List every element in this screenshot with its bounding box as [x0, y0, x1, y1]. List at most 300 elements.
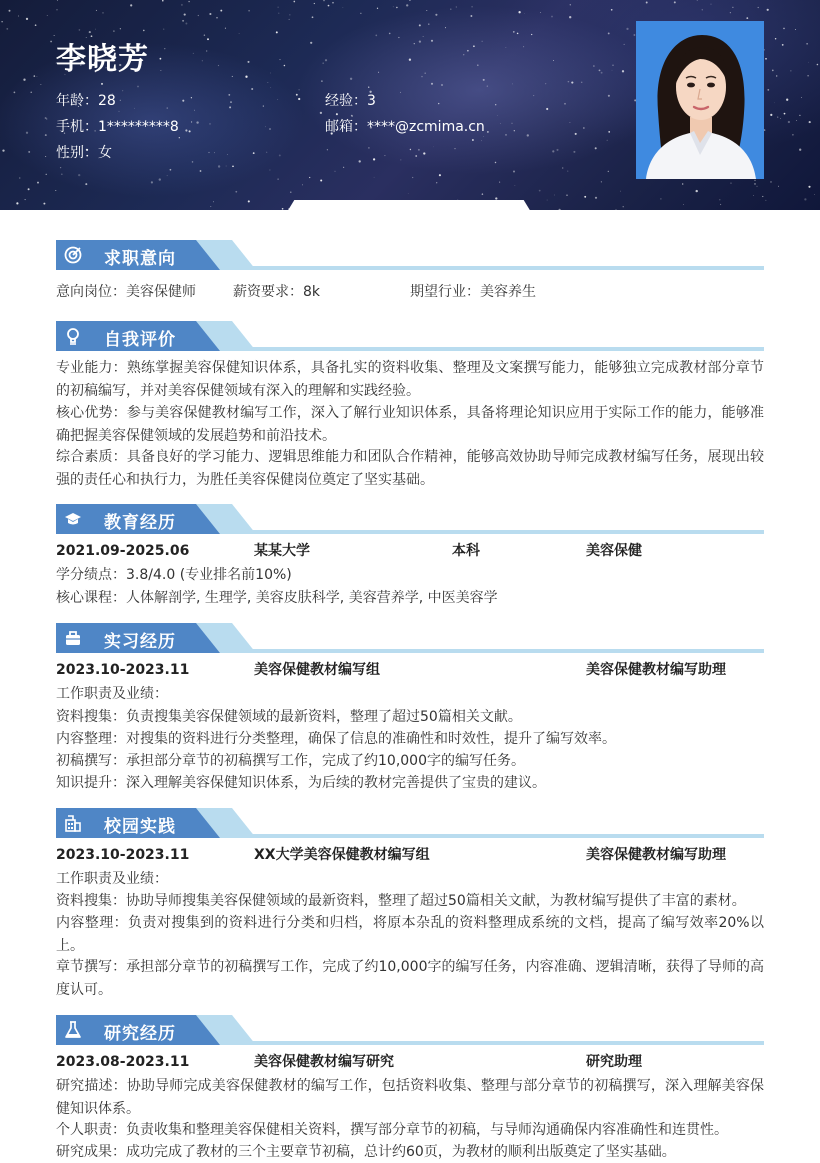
education-gpa: 学分绩点：3.8/4.0 (专业排名前10%)	[56, 567, 292, 583]
star	[2, 149, 4, 151]
star	[208, 152, 209, 153]
star	[567, 170, 568, 171]
campus-line: 内容整理：负责对搜集到的资料进行分类和归档，将原本杂乱的资料整理成系统的文档，提高了编写效率20%以上。	[56, 915, 764, 954]
star	[500, 123, 501, 124]
star	[428, 23, 429, 24]
star	[782, 44, 784, 46]
star	[817, 64, 819, 66]
star	[562, 168, 563, 169]
star	[296, 94, 298, 96]
star	[289, 14, 290, 15]
star	[620, 191, 621, 192]
star	[595, 147, 597, 149]
star	[483, 136, 484, 137]
star	[325, 59, 327, 61]
star	[495, 162, 496, 163]
star	[552, 150, 554, 152]
star	[495, 197, 497, 199]
star	[439, 174, 441, 176]
star	[559, 209, 561, 210]
section-title: 研究经历	[104, 1024, 176, 1044]
star	[623, 206, 624, 207]
star	[209, 13, 211, 15]
research-date: 2023.08-2023.11	[56, 1054, 190, 1070]
star	[423, 36, 424, 37]
star	[513, 171, 515, 173]
star	[218, 65, 219, 66]
star	[569, 16, 571, 18]
star	[431, 83, 433, 85]
star	[37, 182, 39, 184]
star	[198, 15, 199, 16]
star	[85, 183, 87, 185]
campus-entry	[56, 844, 764, 866]
section-header-campus	[56, 808, 764, 842]
star	[43, 203, 45, 205]
star	[194, 110, 195, 111]
star	[566, 195, 567, 196]
star	[96, 10, 97, 11]
star	[608, 171, 609, 172]
star	[323, 0, 325, 1]
star	[601, 181, 602, 182]
star	[321, 80, 323, 82]
star	[646, 2, 648, 4]
star	[167, 175, 168, 176]
section-header-objective	[56, 240, 764, 274]
star	[89, 31, 91, 33]
star	[513, 31, 515, 33]
star	[35, 24, 37, 26]
star	[185, 129, 187, 131]
star	[756, 186, 757, 187]
star	[102, 12, 103, 13]
star	[95, 29, 96, 30]
star	[56, 9, 57, 10]
star	[1, 21, 2, 22]
star	[608, 32, 610, 34]
star	[595, 197, 597, 199]
star	[456, 6, 457, 7]
star	[218, 165, 220, 167]
education-entry	[56, 540, 764, 562]
graduation-cap-icon	[64, 510, 82, 528]
star	[545, 83, 546, 84]
star	[584, 196, 586, 198]
star	[808, 186, 810, 188]
star	[45, 156, 46, 157]
internship-role: 美容保健教材编写助理	[586, 662, 726, 678]
building-icon	[64, 814, 82, 832]
star	[350, 78, 352, 80]
star	[191, 97, 192, 98]
star	[16, 202, 18, 204]
star	[151, 181, 153, 183]
star	[374, 177, 375, 178]
self-eval-professional: 专业能力：熟练掌握美容保健知识体系，具备扎实的资料收集、整理及文案撰写能力，能够独立完成教材部分章节的初稿编写，并对美容保健领域有深入的理解和实践经验。	[56, 360, 764, 399]
star	[409, 59, 411, 61]
star	[487, 86, 488, 87]
star	[467, 50, 469, 52]
star	[134, 108, 135, 109]
star	[393, 6, 394, 7]
star	[767, 9, 769, 11]
internship-entry	[56, 659, 764, 681]
star	[808, 62, 809, 63]
star	[601, 72, 603, 74]
education-courses: 核心课程：人体解剖学, 生理学, 美容皮肤科学, 美容营养学, 中医美容学	[56, 590, 498, 606]
section-header-self-eval	[56, 321, 764, 355]
star	[143, 30, 145, 32]
gender-field: 性别：女	[56, 145, 112, 161]
target-icon	[64, 246, 82, 264]
star	[248, 10, 250, 12]
star	[31, 92, 32, 93]
phone-field: 手机：1*********8	[56, 119, 179, 135]
star	[424, 72, 425, 73]
star	[269, 128, 271, 130]
star	[624, 44, 625, 45]
star	[593, 65, 595, 67]
star	[573, 151, 575, 153]
star	[368, 147, 370, 149]
star	[162, 0, 164, 1]
star	[122, 90, 123, 91]
star	[564, 103, 566, 105]
salary-requirement: 薪资要求：8k	[233, 284, 321, 300]
major: 美容保健	[586, 543, 642, 559]
star	[209, 123, 211, 125]
star	[207, 38, 209, 40]
age-field: 年龄：28	[56, 93, 116, 109]
star	[409, 0, 411, 1]
star	[57, 0, 58, 1]
star	[482, 41, 483, 42]
star	[268, 82, 269, 83]
self-eval-quality: 综合素质：具备良好的学习能力、逻辑思维能力和团队合作精神，能够高效协助导师完成教材编写任务，展现出较强的责任心和执行力，为胜任美容保健岗位奠定了坚实基础。	[56, 449, 764, 488]
star	[809, 121, 811, 123]
star	[278, 13, 279, 14]
star	[41, 84, 42, 85]
star	[445, 27, 446, 28]
star	[719, 199, 720, 200]
star	[248, 200, 250, 202]
star	[265, 126, 266, 127]
star	[612, 70, 613, 71]
star	[795, 29, 796, 30]
star	[266, 152, 267, 153]
star	[436, 182, 437, 183]
star	[419, 40, 421, 42]
star	[515, 185, 516, 186]
star	[282, 208, 284, 210]
star	[790, 70, 791, 71]
star	[497, 115, 498, 116]
star	[450, 9, 451, 10]
star	[159, 178, 161, 180]
star	[765, 58, 767, 60]
internship-line: 知识提升：深入理解美容保健知识体系，为后续的教材完善提供了宝贵的建议。	[56, 775, 546, 791]
star	[575, 133, 577, 135]
star	[278, 7, 279, 8]
section-header-research	[56, 1015, 764, 1049]
star	[245, 76, 247, 78]
star	[310, 42, 312, 44]
star	[228, 94, 230, 96]
star	[377, 8, 378, 9]
star	[410, 149, 411, 150]
star	[415, 155, 417, 157]
star	[220, 10, 222, 12]
star	[389, 33, 391, 35]
star	[378, 72, 379, 73]
star	[608, 131, 610, 133]
star	[232, 76, 233, 77]
research-project: 美容保健教材编写研究	[254, 1054, 394, 1070]
target-position: 意向岗位：美容保健师	[56, 284, 196, 300]
star	[783, 28, 785, 30]
star	[336, 113, 338, 115]
star	[435, 14, 437, 16]
star	[34, 75, 36, 77]
star	[230, 101, 231, 102]
star	[239, 33, 240, 34]
star	[774, 102, 775, 103]
star	[270, 73, 271, 74]
star	[426, 10, 427, 11]
star	[612, 65, 613, 66]
star	[290, 192, 291, 193]
campus-line: 资料搜集：协助导师搜集美容保健领域的最新资料，整理了超过50篇相关文献，为教材编写提供了丰富的素材。	[56, 893, 746, 909]
star	[796, 120, 797, 121]
star	[269, 169, 270, 170]
star	[226, 166, 227, 167]
briefcase-icon	[64, 629, 82, 647]
star	[322, 62, 324, 64]
star	[36, 76, 37, 77]
star	[182, 100, 184, 102]
star	[556, 149, 558, 151]
star	[454, 148, 455, 149]
self-eval-advantage: 核心优势：参与美容保健教材编写工作，深入了解行业知识体系，具备将理论知识应用于实际工作的能力，能够准确把握美容保健领域的发展趋势和前沿技术。	[56, 405, 764, 444]
star	[78, 174, 80, 176]
star	[766, 200, 767, 201]
star	[46, 119, 47, 120]
star	[213, 201, 214, 202]
star	[375, 35, 377, 37]
star	[533, 95, 534, 96]
star	[554, 195, 555, 196]
star	[277, 99, 278, 100]
star	[777, 117, 778, 118]
star	[120, 28, 121, 29]
star	[470, 15, 472, 17]
profile-photo	[636, 21, 764, 179]
star	[517, 33, 519, 35]
star	[50, 41, 52, 43]
star	[531, 34, 532, 35]
star	[79, 29, 81, 31]
star	[119, 111, 120, 112]
star	[398, 37, 399, 38]
internship-line: 资料搜集：负责搜集美容保健领域的最新资料，整理了超过50篇相关文献。	[56, 709, 522, 725]
star	[343, 167, 344, 168]
star	[214, 152, 215, 153]
star	[9, 10, 11, 12]
star	[615, 209, 616, 210]
star	[320, 112, 322, 114]
education-date: 2021.09-2025.06	[56, 543, 190, 559]
star	[192, 161, 194, 163]
star	[660, 198, 661, 199]
star	[433, 146, 434, 147]
star	[523, 46, 524, 47]
star	[384, 155, 385, 156]
star	[101, 83, 103, 85]
star	[170, 169, 172, 171]
star	[284, 65, 286, 67]
star	[60, 167, 61, 168]
star	[767, 89, 769, 91]
star	[814, 194, 815, 195]
school-name: 某某大学	[254, 543, 310, 559]
campus-line: 章节撰写：承担部分章节的初稿撰写工作，完成了约10,000字的编写任务，内容准确、逻辑清晰，获得了导师的高度认可。	[56, 959, 764, 998]
star	[55, 190, 56, 191]
star	[332, 2, 334, 4]
star	[184, 14, 186, 16]
internship-line: 内容整理：对搜集的资料进行分类整理，确保了信息的准确性和时效性，提升了编写效率。	[56, 731, 616, 747]
star	[732, 7, 733, 8]
star	[251, 88, 253, 90]
research-line: 研究描述：协助导师完成美容保健教材的编写工作，包括资料收集、整理与部分章节的初稿撰写，深入理解美容保健知识体系。	[56, 1078, 764, 1117]
header-notch	[287, 200, 531, 210]
star	[569, 122, 570, 123]
star	[188, 1, 189, 2]
star	[471, 6, 473, 8]
star	[400, 159, 401, 160]
star	[235, 191, 237, 193]
section-title: 教育经历	[104, 513, 176, 533]
star	[373, 158, 375, 160]
objective-row	[56, 281, 764, 303]
star	[45, 134, 47, 136]
star	[312, 16, 314, 18]
star	[229, 106, 231, 108]
star	[360, 13, 361, 14]
star	[784, 113, 786, 115]
star	[431, 40, 433, 42]
star	[608, 95, 610, 97]
star	[581, 82, 582, 83]
star	[113, 30, 115, 32]
star	[202, 60, 203, 61]
star	[770, 181, 772, 183]
degree: 本科	[452, 543, 480, 559]
star	[28, 188, 30, 190]
lightbulb-icon	[64, 327, 82, 345]
star	[247, 61, 249, 63]
research-entry	[56, 1051, 764, 1073]
star	[185, 23, 187, 25]
star	[412, 177, 413, 178]
star	[696, 190, 698, 192]
campus-org: XX大学美容保健教材编写组	[254, 847, 430, 863]
star	[487, 131, 489, 133]
star	[309, 177, 310, 178]
section-title: 求职意向	[104, 249, 176, 269]
star	[6, 28, 8, 30]
star	[512, 123, 513, 124]
research-role: 研究助理	[586, 1054, 642, 1070]
internship-line: 工作职责及业绩：	[56, 686, 168, 702]
star	[711, 4, 712, 5]
star	[799, 115, 800, 116]
star	[418, 149, 420, 151]
star	[204, 34, 205, 35]
star	[481, 140, 482, 141]
star	[277, 178, 278, 179]
star	[334, 171, 335, 172]
star	[553, 60, 554, 61]
star	[359, 160, 361, 162]
star	[302, 185, 303, 186]
star	[746, 17, 748, 19]
star	[775, 38, 776, 39]
star	[406, 4, 408, 6]
star	[164, 48, 165, 49]
star	[540, 12, 541, 13]
campus-role: 美容保健教材编写助理	[586, 847, 726, 863]
star	[130, 4, 132, 6]
star	[770, 114, 772, 116]
star	[506, 47, 507, 48]
star	[583, 127, 584, 128]
star	[293, 1, 295, 3]
star	[568, 81, 570, 83]
star	[463, 54, 464, 55]
star	[270, 87, 271, 88]
star	[778, 186, 779, 187]
star	[477, 64, 479, 66]
star	[607, 140, 608, 141]
section-header-education	[56, 504, 764, 538]
star	[289, 19, 290, 20]
star	[731, 183, 732, 184]
star	[189, 130, 191, 132]
star	[182, 20, 184, 22]
section-header-internship	[56, 623, 764, 657]
star	[499, 182, 500, 183]
flask-icon	[64, 1021, 82, 1039]
star	[54, 35, 55, 36]
star	[47, 15, 48, 16]
star	[227, 154, 228, 155]
star	[514, 130, 515, 131]
star	[120, 100, 121, 101]
star	[571, 82, 573, 84]
star	[327, 149, 328, 150]
star	[298, 98, 300, 100]
star	[46, 174, 47, 175]
star	[419, 24, 421, 26]
star	[193, 53, 194, 54]
star	[753, 195, 754, 196]
star	[599, 69, 601, 71]
star	[160, 70, 161, 71]
star	[320, 179, 322, 181]
star	[408, 193, 409, 194]
internship-line: 初稿撰写：承担部分章节的初稿撰写工作，完成了约10,000字的编写任务。	[56, 753, 525, 769]
